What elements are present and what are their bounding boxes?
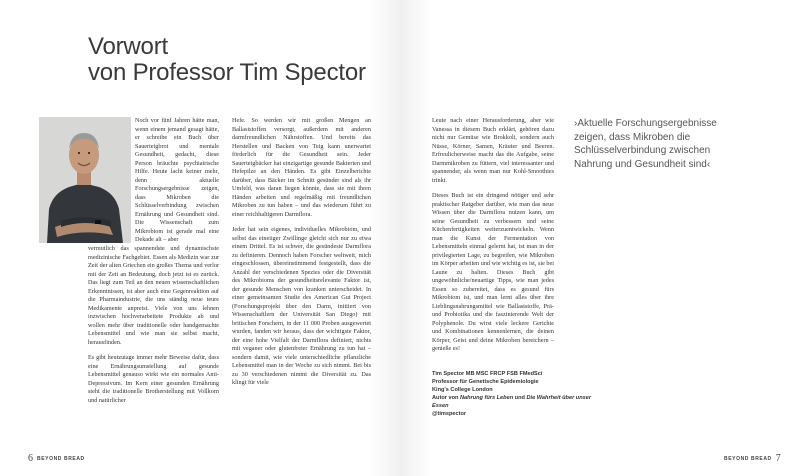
page-number-right: 7	[775, 453, 781, 464]
author-portrait	[39, 117, 131, 243]
signature-role: Professor für Genetische Epidemiologie	[432, 379, 539, 385]
text-column-2	[232, 117, 371, 395]
signature-author-prefix: Autor von	[432, 395, 460, 401]
paragraph: Dieses Buch ist ein dringend nötiger und sehr praktischer Ratgeber darüber, wie man das neue Wissen über die Darmflora nutzen kann, um seine Gesundheit zu verbessern und seine Küchenfertigkeiten weiterzuentwickeln. Wenn man die Kunst der Fermentation von Lebensmitteln einmal gelernt hat, ist man in der privilegierten Lage, zu begreifen, wie Mikroben im Körper arbeiten und wie wichtig es ist, sie bei Laune zu halten. Dieses Buch gibt ungewöhnliche/neuartige Tipps, wie man jedes Essen so zubereitet, dass es gesund fürs Mikrobiom ist, und man lernt alles über ihre Lieblingsnahrungsmittel wie Ballaststoffe, Prä- und Probiotika und die faszinierende Welt der Polyphenole. Du wirst viele leckere Gerichte und Kombinationen kennenlernen, die deinen Körper, Geist und deine Mikroben bereichern – genieße es!	[432, 192, 554, 352]
signature-books	[432, 394, 592, 410]
text-column-3	[432, 117, 554, 361]
signature-author-mid: und	[513, 395, 527, 401]
running-footer-right: BEYOND BREAD	[724, 456, 772, 462]
pull-quote: ›Aktuelle Forschungsergebnisse zeigen, dass Mikroben die Schlüsselverbindung zwischen Nahrung und Gesundheit sind‹	[574, 118, 717, 170]
page-number-left: 6	[28, 453, 33, 464]
paragraph: vermutlich das spannendste und dynamischste medizinische Fachgebiet. Essen als Medizin war zur Zeit der alten Griechen ein großes Thema und verlor mit der Zeit an Bedeutung, doch jetzt ist es zurück. Das liegt zum Teil an den neuen wissenschaftlichen Erkenntnissen, ist aber auch eine Gegenreaktion auf die Pharmaindustrie, die uns ständig neue teure Medikamente anpreist. Viele von uns lehnen inzwischen hochverarbeitete Produkte ab und wollen mehr über traditionelle oder handgemachte Lebensmittel und wie man sie selbst macht, herausfinden.	[88, 245, 219, 346]
text-column-1b	[88, 245, 219, 412]
signature-institution: King's College London	[432, 387, 493, 393]
author-signature	[432, 370, 592, 418]
signature-book-1: Nahrung fürs Leben	[459, 395, 514, 401]
paragraph: Es gibt heutzutage immer mehr Beweise dafür, dass eine Ernährungsumstellung auf gesunde Lebensmittel genauso wirkt wie ein normales Anti-Depressivum. Im Kern einer gesunden Ernährung steht die traditionelle Brotherstellung mit Vollkorn und natürlicher	[88, 354, 219, 404]
running-footer-left: BEYOND BREAD	[37, 456, 85, 462]
paragraph: Leute nach einer Herausforderung, aber wie Vanessa in diesem Buch erklärt, gehören dazu nicht nur Gemüse wie Brokkoli, sondern auch Nüsse, Körner, Samen, Kräuter und Beeren. Erfreulicherweise macht das die Aufgabe, seine Darmmikroben zu füttern, viel interessanter und spannender, als wenn man nur Kohl-Smoothies trinkt.	[432, 117, 554, 184]
title-line-2: von Professor Tim Spector	[88, 59, 366, 86]
intro-text-column-1a	[135, 117, 219, 252]
folio-left	[24, 453, 85, 464]
title-line-1: Vorwort	[88, 33, 168, 60]
signature-name: Tim Spector MB MSC FRCP FSB FMedSci	[432, 371, 543, 377]
paragraph: Jeder hat sein eigenes, individuelles Mikrobiom, und selbst das eineiiger Zwillinge gleicht sich nur zu etwa einem Drittel. Es ist schwer, die gesündeste Darmflora zu definieren. Dennoch haben Forscher weltweit, mich eingeschlossen, übereinstimmend festgestellt, dass die Anzahl der verschiedenen Spezies oder die Diversität des Mikrobioms der gesundheitsrelevante Faktor ist, der gesunde Menschen von kranken unterscheidet. In einer gemeinsamen Studie des American Gut Project (Forschungsprojekt über den Darm, initiiert von Wissenschaftlern der Universität San Diego) mit britischen Forschern, in der 11 000 Proben ausgewertet wurden, fanden wir heraus, dass der wichtigste Faktor, der eine hohe Vielfalt der Darmflora definiert, nichts mit veganer oder glutenfreier Ernährung zu tun hat – sondern damit, wie viele unterschiedliche pflanzliche Lebensmittel man in der Woche zu sich nimmt. Bei bis zu 30 verschiedenen nimmt die Diversität zu. Das klingt für viele	[232, 226, 371, 386]
author-portrait-illustration	[39, 117, 131, 243]
folio-right	[724, 453, 785, 464]
signature-handle: @timspector	[432, 411, 467, 417]
page-title	[88, 34, 388, 86]
paragraph: Noch vor fünf Jahren hätte man, wenn einem jemand gesagt hätte, er schreibe ein Buch über Sauerteigbrot und mentale Gesundheit, gedacht, diese Person bräuchte psychiatrische Hilfe. Heute lacht keiner mehr, denn aktuelle Forschungsergebnisse zeigen, dass Mikroben die Schlüsselverbindung zwischen Ernährung und Gesundheit sind. Die Wissenschaft zum Mikrobiom ist gerade mal eine Dekade alt – aber	[135, 117, 219, 243]
signature-book-2: Die Wahrheit über unser Essen	[432, 395, 592, 409]
paragraph: Hefe. So werden wir mit großen Mengen an Ballaststoffen versorgt, außerdem mit anderen darmfreundlichen Nährstoffen. Und bereits das Herstellen und Backen von Teig kann unerwartet förderlich für die Gesundheit sein. Jeder Sauerteigbäcker hat einzigartige gesunde Bakterien und Hefepilze an den Händen. Es gibt Einzelberichte darüber, dass Bäcker im Schnitt gesünder sind als ihr Umfeld, was daran liegen könnte, dass sie mit ihren Händen arbeiten und regelmäßig mit freundlichen Mikroben zu tun haben – und das wiederum führt zu einer reichhaltigeren Darmflora.	[232, 117, 371, 218]
